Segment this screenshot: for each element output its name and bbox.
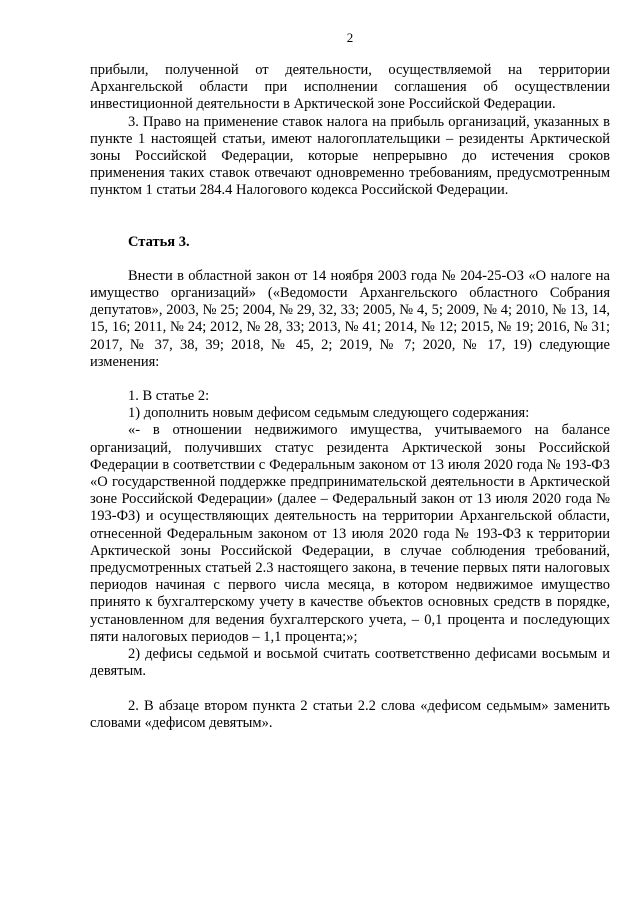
spacer [90,200,610,217]
item-1-heading: 1. В статье 2: [128,388,210,405]
article-intro: Внести в областной закон от 14 ноября 2003 года № 204-25-ОЗ «О налоге на имущество организаций» («Ведомости Архангельского областного Собрания депутатов», 2003, № 25; 2004, № 29, 32, 33; 2005, № 4, 5; 2009, № 4; 2010, № 13, 14, 15, 16; 2011, № 24; 2012, № 28, 33; 2013, № 41; 2014, № 12; 2015, № 19; 2016, № 31; 2017, № 37, 38, 39; 2018, № 45, 2; 2019, № 7; 2020, № 17, 19) следующие изменения: [90,267,610,370]
page-number: 2 [346,30,354,45]
spacer [90,217,610,234]
paragraph-continuation: прибыли, полученной от деятельности, осуществляемой на территории Архангельской области при исполнении соглашения об осуществлении инвестиционной деятельности в Арктической зоне Российской Федерации. [90,62,610,113]
item-2: 2. В абзаце втором пункта 2 статьи 2.2 слова «дефисом седьмым» заменить словами «дефисом девятым». [90,697,610,731]
spacer [90,681,610,698]
spacer [90,251,610,268]
article-title: Статья 3. [128,233,190,250]
item-1-sub-2: 2) дефисы седьмой и восьмой считать соответственно дефисами восьмым и девятым. [90,646,610,680]
spacer [90,371,610,388]
item-1-quote: «- в отношении недвижимого имущества, учитываемого на балансе организаций, получивших статус резидента Арктической зоны Российской Федерации в соответствии с Федеральным законом от 13 июля 2020 года № 193-ФЗ «О государственной поддержке предпринимательской деятельности в Арктической зоне Российской Федерации» (далее – Федеральный закон от 13 июля 2020 года № 193-ФЗ) и осуществляющих деятельность на территории Архангельской области, отнесенной Федеральным законом от 13 июля 2020 года № 193-ФЗ к территории Арктической зоны Российской Федерации, в случае соблюдения требований, предусмотренных статьей 2.3 настоящего закона, в течение первых пяти налоговых периодов начиная с первого числа месяца, в котором недвижимое имущество принято к бухгалтерскому учету в качестве объектов основных средств в порядке, установленном для ведения бухгалтерского учета, – 0,1 процента и последующих пяти налоговых периодов – 1,1 процента;»; [90,422,610,645]
item-1-sub-1: 1) дополнить новым дефисом седьмым следующего содержания: [128,405,530,422]
paragraph-point-3: 3. Право на применение ставок налога на прибыль организаций, указанных в пункте 1 настоящей статьи, имеют налогоплательщики – резиденты Арктической зоны Российской Федерации, которые непрерывно до истечения сроков применения таких ставок отвечают одновременно требованиям, предусмотренным пунктом 1 статьи 284.4 Налогового кодекса Российской Федерации. [90,113,610,199]
